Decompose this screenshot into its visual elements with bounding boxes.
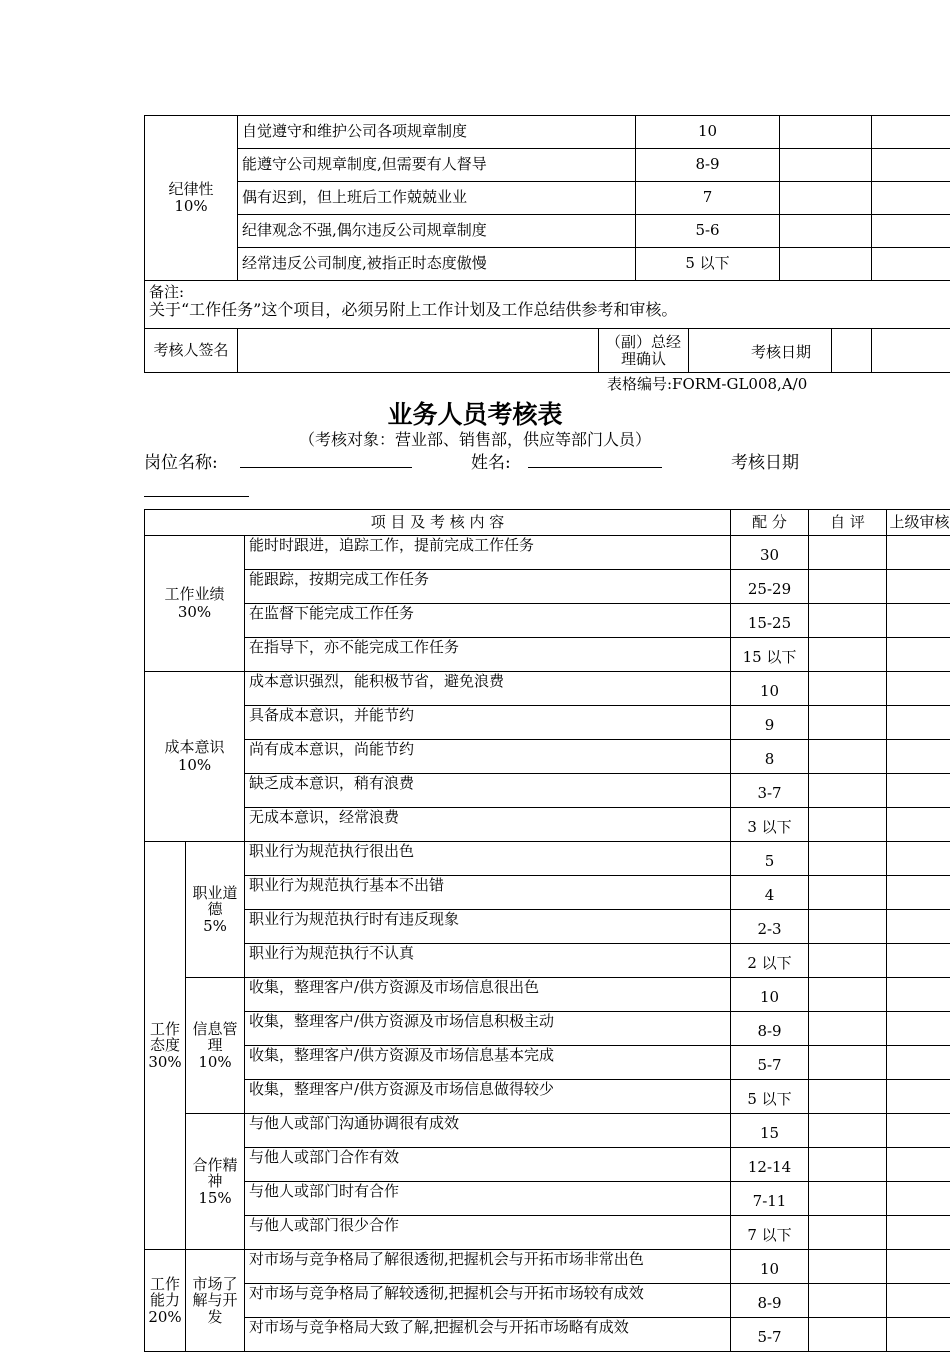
self-eval-cell[interactable] [809, 1046, 887, 1080]
discipline-category [145, 116, 238, 281]
superior-eval-cell[interactable] [872, 149, 950, 182]
superior-eval-cell[interactable] [887, 774, 950, 808]
criteria-score: 3-7 [731, 774, 809, 808]
position-label: 岗位名称: [144, 448, 218, 473]
criteria-item: 能时时跟进，追踪工作，提前完成工作任务 [245, 536, 731, 570]
superior-eval-cell[interactable] [887, 910, 950, 944]
name-field[interactable] [528, 467, 662, 468]
criteria-item: 具备成本意识，并能节约 [245, 706, 731, 740]
self-eval-cell[interactable] [809, 774, 887, 808]
self-eval-cell[interactable] [809, 842, 887, 876]
superior-eval-cell[interactable] [887, 876, 950, 910]
review-date-field[interactable] [922, 329, 950, 373]
position-field[interactable] [240, 467, 412, 468]
header-score: 配 分 [731, 510, 809, 536]
criteria-score: 10 [731, 672, 809, 706]
discipline-score: 7 [636, 182, 780, 215]
criteria-score: 15 [731, 1114, 809, 1148]
discipline-item: 偶有迟到，但上班后工作兢兢业业 [238, 182, 636, 215]
self-eval-cell[interactable] [809, 604, 887, 638]
subcategory-market: 市场了解与开发 [186, 1250, 245, 1352]
criteria-score: 12-14 [731, 1148, 809, 1182]
self-eval-cell[interactable] [809, 740, 887, 774]
self-eval-cell[interactable] [809, 1182, 887, 1216]
self-eval-cell[interactable] [809, 1148, 887, 1182]
subcategory-info [186, 978, 245, 1114]
discipline-score: 8-9 [636, 149, 780, 182]
self-eval-cell[interactable] [809, 638, 887, 672]
self-eval-cell[interactable] [809, 1012, 887, 1046]
category-label: 工作能力 [147, 1276, 183, 1309]
superior-eval-cell[interactable] [887, 638, 950, 672]
superior-eval-cell[interactable] [887, 536, 950, 570]
subcategory-weight: 15% [190, 1190, 240, 1207]
self-eval-cell[interactable] [809, 1250, 887, 1284]
review-date-label-text: 考核日期 [751, 341, 811, 362]
superior-eval-cell[interactable] [887, 740, 950, 774]
remarks-text: 关于“工作任务”这个项目，必须另附上工作计划及工作总结供参考和审核。 [149, 301, 948, 319]
superior-eval-cell[interactable] [887, 944, 950, 978]
criteria-score: 4 [731, 876, 809, 910]
discipline-label: 纪律性 [149, 181, 233, 198]
criteria-score: 30 [731, 536, 809, 570]
criteria-score: 7 以下 [731, 1216, 809, 1250]
criteria-score: 10 [731, 1250, 809, 1284]
category-weight: 20% [147, 1309, 183, 1326]
superior-eval-cell[interactable] [887, 1318, 950, 1352]
discipline-score: 5-6 [636, 215, 780, 248]
criteria-item: 与他人或部门时有合作 [245, 1182, 731, 1216]
subcategory-ethics [186, 842, 245, 978]
category-cost [145, 672, 245, 842]
header-superior: 上级审核 [887, 510, 950, 536]
criteria-score: 2-3 [731, 910, 809, 944]
subcategory-teamwork [186, 1114, 245, 1250]
superior-eval-cell[interactable] [887, 1216, 950, 1250]
self-eval-cell[interactable] [780, 149, 872, 182]
criteria-item: 在指导下，亦不能完成工作任务 [245, 638, 731, 672]
criteria-item: 与他人或部门合作有效 [245, 1148, 731, 1182]
superior-eval-cell[interactable] [887, 604, 950, 638]
criteria-item: 收集，整理客户/供方资源及市场信息基本完成 [245, 1046, 731, 1080]
page-subtitle: （考核对象：营业部、销售部，供应等部门人员） [0, 427, 950, 450]
subcategory-label: 职业道德 [190, 885, 240, 918]
discipline-item: 经常违反公司制度,被指正时态度傲慢 [238, 248, 636, 281]
subcategory-weight: 10% [190, 1054, 240, 1071]
criteria-item: 收集，整理客户/供方资源及市场信息积极主动 [245, 1012, 731, 1046]
self-eval-cell[interactable] [809, 978, 887, 1012]
superior-eval-cell[interactable] [887, 978, 950, 1012]
criteria-item: 能跟踪，按期完成工作任务 [245, 570, 731, 604]
self-eval-cell[interactable] [780, 182, 872, 215]
discipline-item: 自觉遵守和维护公司各项规章制度 [238, 116, 636, 149]
category-ability [145, 1250, 186, 1352]
discipline-item: 能遵守公司规章制度,但需要有人督导 [238, 149, 636, 182]
criteria-item: 对市场与竞争格局了解较透彻,把握机会与开拓市场较有成效 [245, 1284, 731, 1318]
superior-eval-cell[interactable] [887, 1046, 950, 1080]
name-label: 姓名: [471, 448, 511, 473]
evaluation-table [144, 509, 950, 1352]
self-eval-cell[interactable] [809, 944, 887, 978]
subcategory-weight: 5% [190, 918, 240, 935]
discipline-score: 5 以下 [636, 248, 780, 281]
discipline-weight: 10% [149, 198, 233, 215]
criteria-item: 职业行为规范执行基本不出错 [245, 876, 731, 910]
category-label: 工作业绩 [149, 586, 240, 603]
criteria-item: 对市场与竞争格局了解很透彻,把握机会与开拓市场非常出色 [245, 1250, 731, 1284]
subcategory-label: 合作精神 [190, 1157, 240, 1190]
category-weight: 10% [149, 757, 240, 774]
self-eval-cell[interactable] [809, 536, 887, 570]
criteria-item: 无成本意识，经常浪费 [245, 808, 731, 842]
criteria-item: 与他人或部门很少合作 [245, 1216, 731, 1250]
superior-eval-cell[interactable] [872, 215, 950, 248]
superior-eval-cell[interactable] [887, 706, 950, 740]
discipline-score: 10 [636, 116, 780, 149]
header-content: 项 目 及 考 核 内 容 [145, 510, 731, 536]
criteria-score: 15-25 [731, 604, 809, 638]
category-weight: 30% [149, 604, 240, 621]
superior-eval-cell[interactable] [887, 1114, 950, 1148]
self-eval-cell[interactable] [809, 910, 887, 944]
criteria-item: 收集，整理客户/供方资源及市场信息做得较少 [245, 1080, 731, 1114]
superior-eval-cell[interactable] [887, 842, 950, 876]
criteria-score: 5 以下 [731, 1080, 809, 1114]
criteria-item: 职业行为规范执行不认真 [245, 944, 731, 978]
superior-eval-cell[interactable] [887, 1250, 950, 1284]
self-eval-cell[interactable] [809, 1284, 887, 1318]
criteria-item: 职业行为规范执行很出色 [245, 842, 731, 876]
superior-eval-cell[interactable] [872, 116, 950, 149]
form-number: 表格编号:FORM-GL008,A/0 [607, 373, 807, 394]
self-eval-cell[interactable] [809, 1080, 887, 1114]
superior-eval-cell[interactable] [887, 1148, 950, 1182]
criteria-score: 10 [731, 978, 809, 1012]
manager-confirm-label: （副）总经理确认 [599, 329, 689, 373]
criteria-score: 25-29 [731, 570, 809, 604]
criteria-score: 8-9 [731, 1012, 809, 1046]
self-eval-cell[interactable] [809, 706, 887, 740]
criteria-score: 9 [731, 706, 809, 740]
criteria-score: 8-9 [731, 1284, 809, 1318]
superior-eval-cell[interactable] [887, 1012, 950, 1046]
self-eval-cell[interactable] [809, 1318, 887, 1352]
criteria-score: 5-7 [731, 1046, 809, 1080]
remarks-label: 备注: [149, 284, 948, 301]
category-label: 工作态度 [147, 1021, 183, 1054]
review-date-field[interactable] [144, 496, 249, 497]
self-eval-cell[interactable] [809, 1114, 887, 1148]
criteria-item: 缺乏成本意识，稍有浪费 [245, 774, 731, 808]
superior-eval-cell[interactable] [872, 248, 950, 281]
superior-eval-cell[interactable] [887, 1080, 950, 1114]
criteria-score: 2 以下 [731, 944, 809, 978]
category-weight: 30% [147, 1054, 183, 1071]
criteria-score: 15 以下 [731, 638, 809, 672]
discipline-item: 纪律观念不强,偶尔违反公司规章制度 [238, 215, 636, 248]
self-eval-cell[interactable] [780, 116, 872, 149]
superior-eval-cell[interactable] [887, 672, 950, 706]
superior-eval-cell[interactable] [887, 1284, 950, 1318]
review-date-label: 考核日期 [731, 448, 799, 473]
criteria-item: 在监督下能完成工作任务 [245, 604, 731, 638]
discipline-table [144, 115, 950, 373]
category-attitude [145, 842, 186, 1250]
criteria-item: 收集，整理客户/供方资源及市场信息很出色 [245, 978, 731, 1012]
self-eval-cell[interactable] [809, 570, 887, 604]
criteria-score: 7-11 [731, 1182, 809, 1216]
category-label: 成本意识 [149, 739, 240, 756]
criteria-item: 对市场与竞争格局大致了解,把握机会与开拓市场略有成效 [245, 1318, 731, 1352]
criteria-score: 5 [731, 842, 809, 876]
review-date-divider [831, 329, 832, 372]
self-eval-cell[interactable] [809, 672, 887, 706]
criteria-score: 8 [731, 740, 809, 774]
remarks-cell [145, 281, 950, 329]
criteria-item: 与他人或部门沟通协调很有成效 [245, 1114, 731, 1148]
superior-eval-cell[interactable] [887, 570, 950, 604]
review-date-label [872, 329, 922, 373]
subcategory-label: 信息管理 [190, 1021, 240, 1054]
self-eval-cell[interactable] [809, 876, 887, 910]
category-performance [145, 536, 245, 672]
self-eval-cell[interactable] [809, 1216, 887, 1250]
header-self: 自 评 [809, 510, 887, 536]
superior-eval-cell[interactable] [887, 808, 950, 842]
superior-eval-cell[interactable] [872, 182, 950, 215]
criteria-score: 5-7 [731, 1318, 809, 1352]
criteria-score: 3 以下 [731, 808, 809, 842]
signer-field[interactable] [238, 329, 599, 373]
page-title: 业务人员考核表 [0, 395, 950, 431]
self-eval-cell[interactable] [780, 248, 872, 281]
criteria-item: 成本意识强烈，能积极节省，避免浪费 [245, 672, 731, 706]
self-eval-cell[interactable] [809, 808, 887, 842]
criteria-item: 尚有成本意识，尚能节约 [245, 740, 731, 774]
criteria-item: 职业行为规范执行时有违反现象 [245, 910, 731, 944]
signer-label: 考核人签名 [145, 329, 238, 373]
self-eval-cell[interactable] [780, 215, 872, 248]
superior-eval-cell[interactable] [887, 1182, 950, 1216]
